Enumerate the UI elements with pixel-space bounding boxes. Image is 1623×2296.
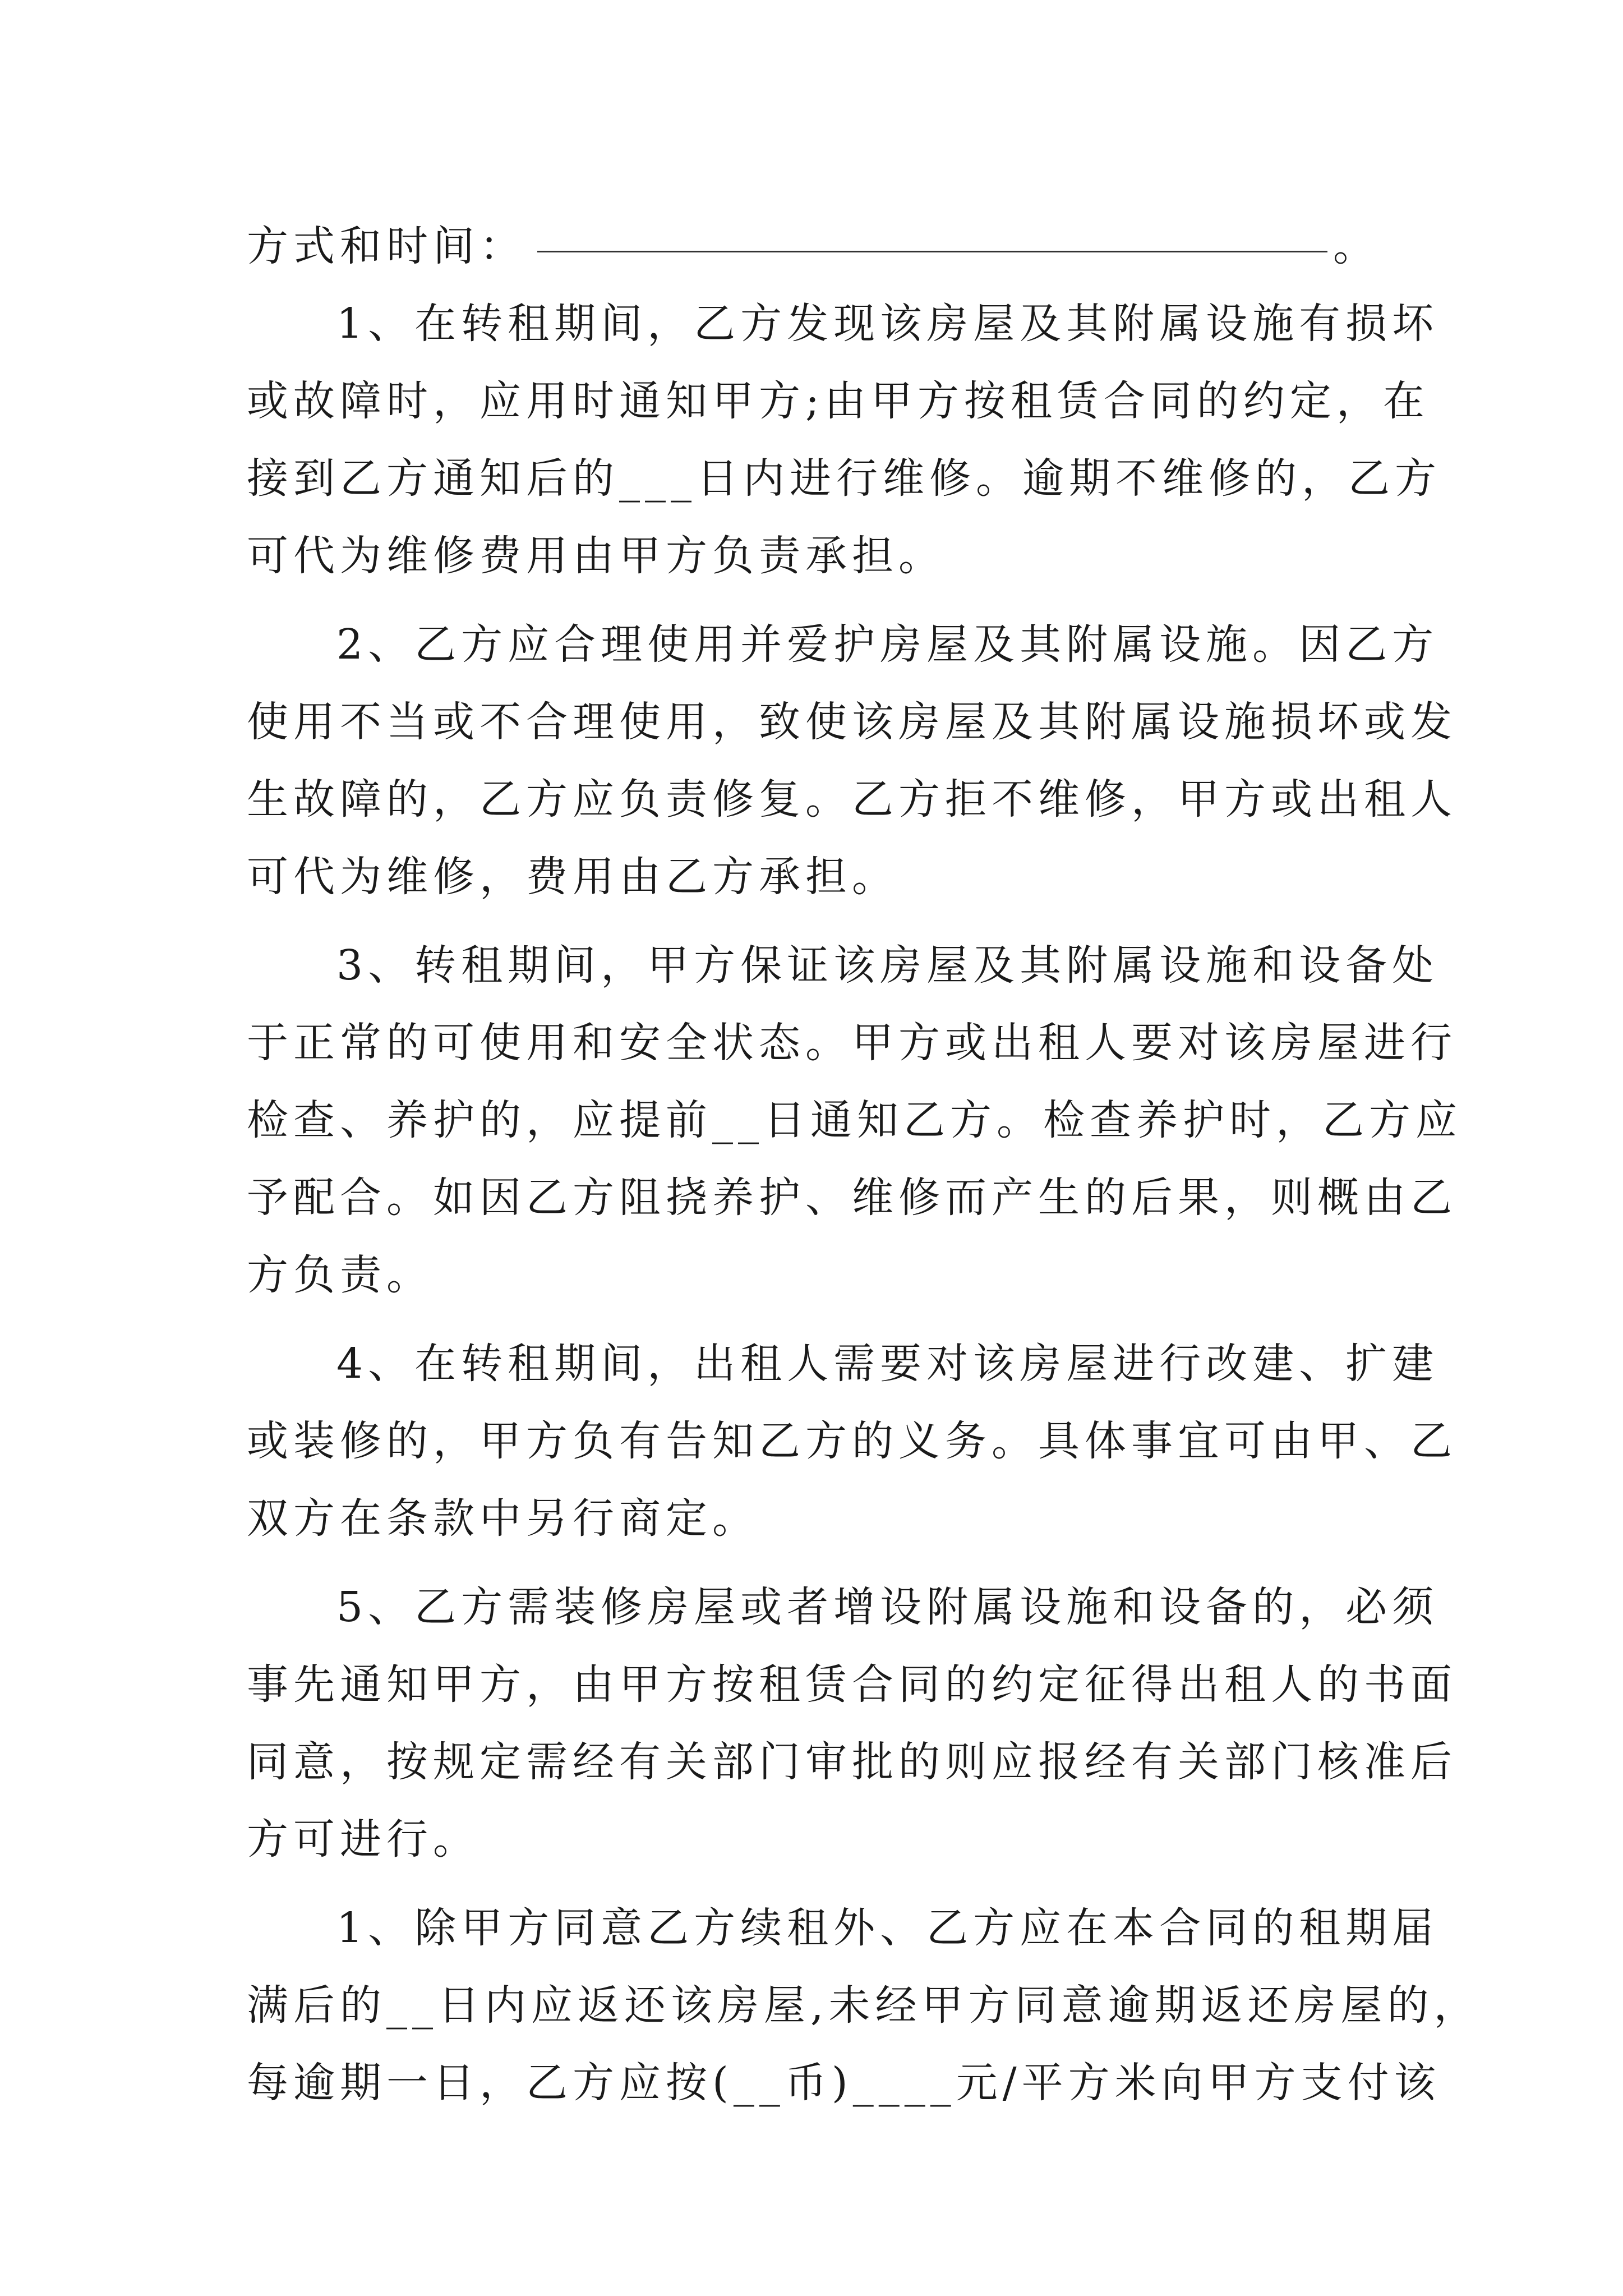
first-line-end: 。 (1333, 222, 1380, 270)
paragraph-line: 可代为维修，费用由乙方承担。 (247, 853, 898, 901)
paragraph-line: 或故障时，应用时通知甲方;由甲方按租赁合同的约定，在 (247, 377, 1430, 425)
paragraph-line: 生故障的，乙方应负责修复。乙方拒不维修，甲方或出租人 (247, 775, 1457, 823)
paragraph-line: 检查、养护的，应提前__日通知乙方。检查养护时，乙方应 (247, 1096, 1462, 1144)
paragraph-line: 可代为维修费用由甲方负责承担。 (247, 532, 945, 580)
paragraph-line: 1、在转租期间，乙方发现该房屋及其附属设施有损坏 (336, 300, 1439, 348)
paragraph-4 (247, 1325, 1457, 1557)
paragraph-line: 4、在转租期间，出租人需要对该房屋进行改建、扩建 (336, 1340, 1439, 1388)
paragraph-5 (247, 1568, 1457, 1878)
paragraph-line: 5、乙方需装修房屋或者增设附属设施和设备的，必须 (336, 1583, 1439, 1631)
paragraph-line: 2、乙方应合理使用并爱护房屋及其附属设施。因乙方 (336, 620, 1439, 669)
paragraph-line: 双方在条款中另行商定。 (247, 1494, 759, 1543)
paragraph-1 (247, 285, 1441, 595)
paragraph-line: 予配合。如因乙方阻挠养护、维修而产生的后果，则概由乙 (247, 1174, 1457, 1222)
paragraph-line: 满后的__日内应返还该房屋,未经甲方同意逾期返还房屋的， (247, 1981, 1481, 2030)
paragraph-line: 同意，按规定需经有关部门审批的则应报经有关部门核准后 (247, 1738, 1457, 1786)
paragraph-line: 方可进行。 (247, 1815, 479, 1864)
paragraph-gap (247, 1557, 1380, 1568)
first-line (247, 208, 1380, 285)
paragraph-3 (247, 927, 1462, 1314)
paragraph-2 (247, 606, 1457, 915)
paragraph-line: 或装修的，甲方负有告知乙方的义务。具体事宜可由甲、乙 (247, 1417, 1457, 1465)
first-line-label: 方式和时间： (247, 222, 526, 270)
document-body (247, 208, 1481, 2122)
paragraph-line: 使用不当或不合理使用，致使该房屋及其附属设施损坏或发 (247, 698, 1457, 746)
paragraph-line: 接到乙方通知后的___日内进行维修。逾期不维修的，乙方 (247, 454, 1441, 503)
paragraph-line: 事先通知甲方，由甲方按租赁合同的约定征得出租人的书面 (247, 1660, 1457, 1709)
paragraph-line: 1、除甲方同意乙方续租外、乙方应在本合同的租期届 (336, 1904, 1439, 1952)
paragraph-line: 3、转租期间，甲方保证该房屋及其附属设施和设备处 (336, 941, 1439, 990)
paragraph-line: 方负责。 (247, 1251, 433, 1299)
paragraph-line: 于正常的可使用和安全状态。甲方或出租人要对该房屋进行 (247, 1019, 1457, 1067)
paragraph-6 (247, 1889, 1481, 2122)
paragraph-gap (247, 1314, 1380, 1325)
paragraph-gap (247, 915, 1380, 927)
paragraph-gap (247, 1878, 1380, 1889)
paragraph-gap (247, 595, 1380, 606)
paragraph-line: 每逾期一日，乙方应按(__币)____元/平方米向甲方支付该 (247, 2059, 1441, 2107)
blank-fill-line (537, 251, 1327, 252)
